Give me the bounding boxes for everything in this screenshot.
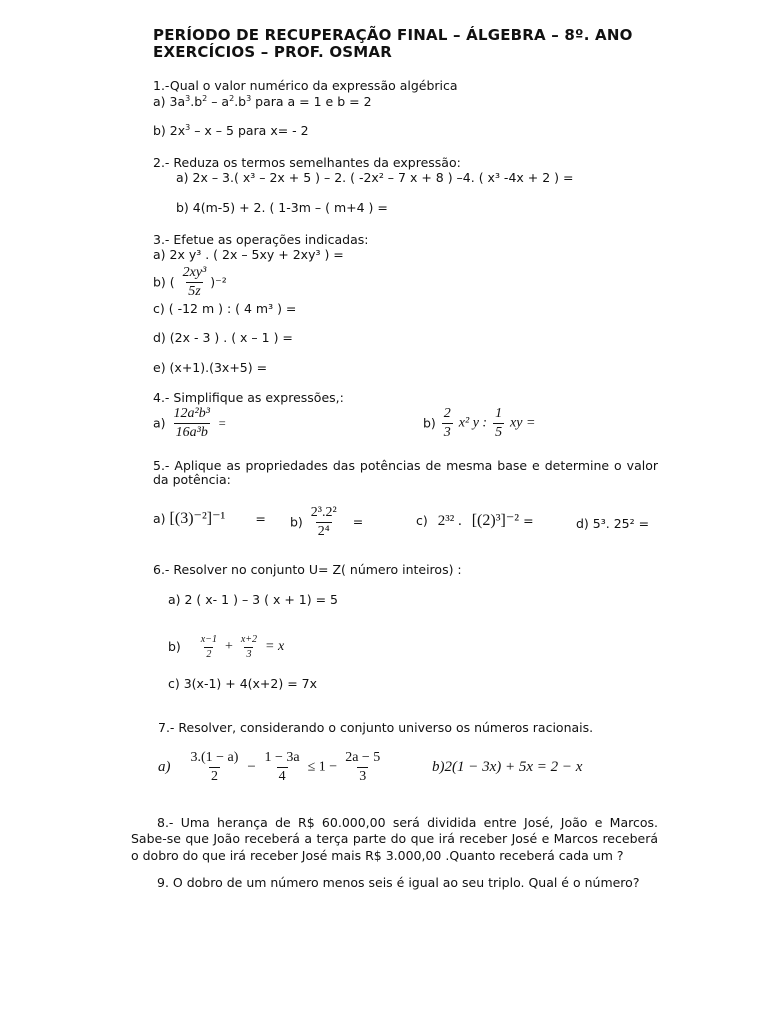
question-3-b: b) ( $\frac{\text{2xy³}}{5z}$ )⁻² bbox=[153, 265, 227, 300]
question-4-title: 4.- Simplifique as expressões,: bbox=[153, 390, 344, 405]
question-1-title: 1.-Qual o valor numérico da expressão algébrica bbox=[153, 78, 458, 93]
question-4-a: a) $\frac{\text{12a²b³}}{\text{16a³b}}$ = bbox=[153, 406, 227, 441]
fraction-denominator: 5z bbox=[188, 284, 201, 300]
question-7-b: b)2(1 − 3x) + 5x = 2 − x bbox=[432, 759, 583, 775]
question-4-b: b) $\frac{2}{3}$ x² y : $\frac{1}{5}$ xy = bbox=[423, 406, 536, 441]
page-subtitle: EXERCÍCIOS – PROF. OSMAR bbox=[153, 43, 392, 61]
question-5-title: 5.- Aplique as propriedades das potências de mesma base e determine o valor da potência: bbox=[153, 458, 658, 488]
question-1-a: a) $3a^3.b^2 - a^2.b^3$ para a = 1 e b = 2 bbox=[153, 94, 372, 109]
question-3-title: 3.- Efetue as operações indicadas: bbox=[153, 232, 369, 247]
question-8: 8.- Uma herança de R$ 60.000,00 será dividida entre José, João e Marcos. Sabe-se que João receberá a terça parte do que irá receber José e Marcos receberá o dobro do que irá receber José mais R$ 3.000,00 .Quanto receberá cada um ? bbox=[131, 815, 658, 863]
question-6-title: 6.- Resolver no conjunto U= Z( número inteiros) : bbox=[153, 562, 462, 577]
question-5-a: a) [(3)⁻²]⁻¹ = bbox=[153, 510, 266, 527]
question-5-d: d) 5³. 25² = bbox=[576, 516, 650, 531]
question-3-c: c) ( -12 m ) : ( 4 m³ ) = bbox=[153, 301, 297, 316]
question-3-d: d) (2x - 3 ) . ( x – 1 ) = bbox=[153, 330, 293, 345]
question-2-title: 2.- Reduza os termos semelhantes da expressão: bbox=[153, 155, 461, 170]
page-title: PERÍODO DE RECUPERAÇÃO FINAL – ÁLGEBRA – 8º. ANO bbox=[153, 26, 633, 44]
question-9: 9. O dobro de um número menos seis é igual ao seu triplo. Qual é o número? bbox=[157, 875, 640, 890]
question-3-e: e) (x+1).(3x+5) = bbox=[153, 360, 268, 375]
question-6-b: b) $\frac{x-1}{2}$ + $\frac{x+2}{3}$ = x bbox=[168, 634, 285, 660]
question-7-title: 7.- Resolver, considerando o conjunto universo os números racionais. bbox=[158, 720, 594, 735]
question-3-a: a) 2x y³ . ( 2x – 5xy + 2xy³ ) = bbox=[153, 247, 344, 262]
question-2-a: a) 2x – 3.( x³ – 2x + 5 ) – 2. ( -2x² – 7 x + 8 ) –4. ( x³ -4x + 2 ) = bbox=[176, 170, 574, 185]
question-6-c: c) 3(x-1) + 4(x+2) = 7x bbox=[168, 676, 318, 691]
question-1-b: b) $2x^3$ – x – 5 para x= - 2 bbox=[153, 123, 309, 138]
question-6-a: a) 2 ( x- 1 ) – 3 ( x + 1) = 5 bbox=[168, 592, 338, 607]
fraction-numerator: 2xy³ bbox=[182, 265, 207, 280]
question-2-b: b) 4(m-5) + 2. ( 1-3m – ( m+4 ) = bbox=[176, 200, 388, 215]
question-5-b: b) $\frac{\text{2³.2²}}{\text{2⁴}}$ = bbox=[290, 505, 364, 540]
question-7-a: a) $\frac{3.(1 - a)}{2}$ − $\frac{1 - 3a}{4}$ ≤ 1 − $\frac{2a - 5}{3}$ bbox=[158, 750, 381, 785]
question-5-c: c) 2³² . [(2)³]⁻² = bbox=[416, 512, 534, 529]
